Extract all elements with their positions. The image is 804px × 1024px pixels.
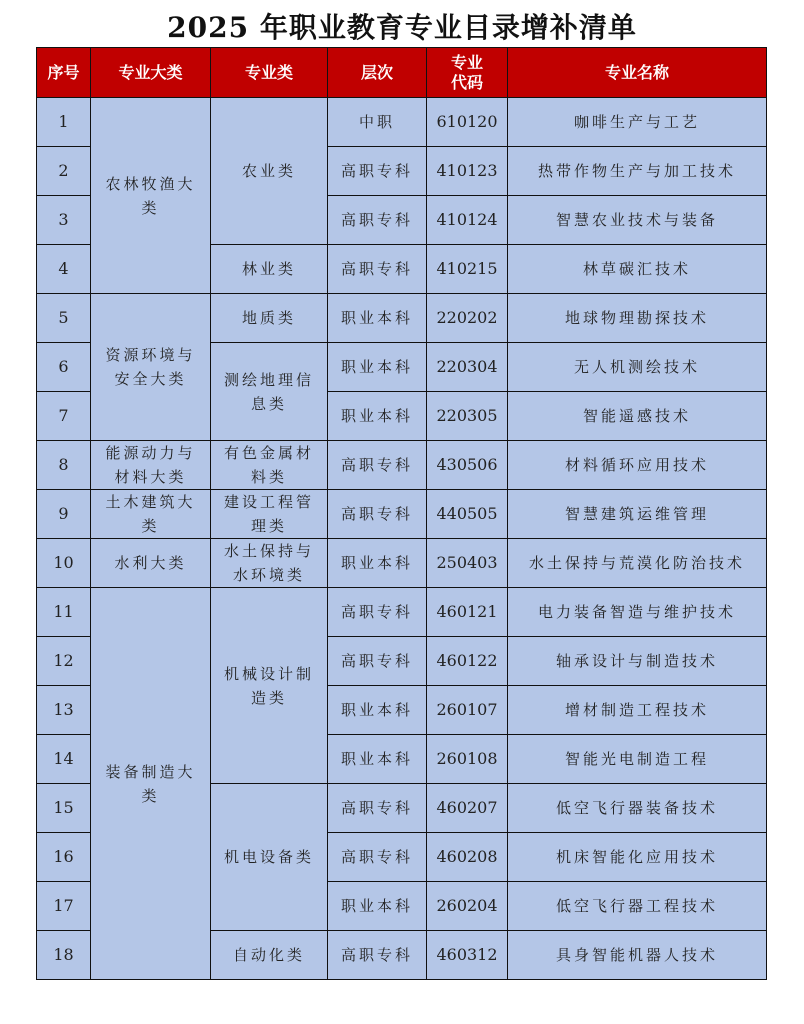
category-cell: 机电设备类: [211, 784, 328, 931]
level-cell: 高职专科: [328, 588, 427, 637]
table-header-row: [37, 48, 767, 98]
code-cell: 460207: [427, 784, 508, 833]
major-name-cell: 林草碳汇技术: [508, 245, 767, 294]
category-cell: 测绘地理信息类: [211, 343, 328, 441]
code-cell: 250403: [427, 539, 508, 588]
category-cell: 水土保持与水环境类: [211, 539, 328, 588]
level-cell: 高职专科: [328, 441, 427, 490]
code-cell: 220202: [427, 294, 508, 343]
major-name-cell: 咖啡生产与工艺: [508, 98, 767, 147]
major-name-cell: 材料循环应用技术: [508, 441, 767, 490]
row-number: 15: [37, 784, 91, 833]
major-name-cell: 具身智能机器人技术: [508, 931, 767, 980]
level-cell: 高职专科: [328, 833, 427, 882]
major-name-cell: 低空飞行器工程技术: [508, 882, 767, 931]
table-row: [37, 588, 767, 637]
code-cell: 220305: [427, 392, 508, 441]
major-group-cell: 资源环境与安全大类: [91, 294, 211, 441]
category-cell: 建设工程管理类: [211, 490, 328, 539]
row-number: 17: [37, 882, 91, 931]
major-name-cell: 智能光电制造工程: [508, 735, 767, 784]
major-list-table: [36, 47, 767, 980]
category-cell: 地质类: [211, 294, 328, 343]
row-number: 11: [37, 588, 91, 637]
header-category: 专业类: [211, 48, 328, 98]
code-cell: 610120: [427, 98, 508, 147]
level-cell: 高职专科: [328, 147, 427, 196]
level-cell: 职业本科: [328, 343, 427, 392]
category-cell: 有色金属材料类: [211, 441, 328, 490]
major-name-cell: 轴承设计与制造技术: [508, 637, 767, 686]
table-row: [37, 441, 767, 490]
row-number: 13: [37, 686, 91, 735]
header-no: 序号: [37, 48, 91, 98]
category-cell: 农业类: [211, 98, 328, 245]
row-number: 9: [37, 490, 91, 539]
row-number: 18: [37, 931, 91, 980]
header-code: 专业代码: [427, 48, 508, 98]
major-group-cell: 能源动力与材料大类: [91, 441, 211, 490]
level-cell: 职业本科: [328, 392, 427, 441]
code-cell: 410123: [427, 147, 508, 196]
level-cell: 高职专科: [328, 490, 427, 539]
row-number: 4: [37, 245, 91, 294]
level-cell: 职业本科: [328, 735, 427, 784]
major-group-cell: 土木建筑大类: [91, 490, 211, 539]
level-cell: 职业本科: [328, 294, 427, 343]
category-cell: 自动化类: [211, 931, 328, 980]
code-cell: 460208: [427, 833, 508, 882]
level-cell: 高职专科: [328, 784, 427, 833]
code-cell: 460122: [427, 637, 508, 686]
major-group-cell: 装备制造大类: [91, 588, 211, 980]
major-name-cell: 低空飞行器装备技术: [508, 784, 767, 833]
header-major-group: 专业大类: [91, 48, 211, 98]
header-name: 专业名称: [508, 48, 767, 98]
category-cell: 机械设计制造类: [211, 588, 328, 784]
level-cell: 职业本科: [328, 686, 427, 735]
code-cell: 430506: [427, 441, 508, 490]
code-cell: 260108: [427, 735, 508, 784]
major-name-cell: 机床智能化应用技术: [508, 833, 767, 882]
code-cell: 440505: [427, 490, 508, 539]
major-name-cell: 热带作物生产与加工技术: [508, 147, 767, 196]
major-name-cell: 智慧农业技术与装备: [508, 196, 767, 245]
major-name-cell: 水土保持与荒漠化防治技术: [508, 539, 767, 588]
row-number: 16: [37, 833, 91, 882]
major-group-cell: 水利大类: [91, 539, 211, 588]
level-cell: 高职专科: [328, 196, 427, 245]
row-number: 2: [37, 147, 91, 196]
table-row: [37, 490, 767, 539]
major-name-cell: 地球物理勘探技术: [508, 294, 767, 343]
row-number: 6: [37, 343, 91, 392]
header-level: 层次: [328, 48, 427, 98]
level-cell: 高职专科: [328, 931, 427, 980]
major-name-cell: 智能遥感技术: [508, 392, 767, 441]
row-number: 12: [37, 637, 91, 686]
row-number: 5: [37, 294, 91, 343]
code-cell: 410215: [427, 245, 508, 294]
row-number: 7: [37, 392, 91, 441]
level-cell: 职业本科: [328, 882, 427, 931]
code-cell: 220304: [427, 343, 508, 392]
category-cell: 林业类: [211, 245, 328, 294]
code-cell: 260204: [427, 882, 508, 931]
code-cell: 460121: [427, 588, 508, 637]
major-group-cell: 农林牧渔大类: [91, 98, 211, 294]
level-cell: 高职专科: [328, 637, 427, 686]
row-number: 1: [37, 98, 91, 147]
major-name-cell: 电力装备智造与维护技术: [508, 588, 767, 637]
row-number: 3: [37, 196, 91, 245]
row-number: 8: [37, 441, 91, 490]
level-cell: 高职专科: [328, 245, 427, 294]
level-cell: 中职: [328, 98, 427, 147]
major-name-cell: 无人机测绘技术: [508, 343, 767, 392]
level-cell: 职业本科: [328, 539, 427, 588]
code-cell: 410124: [427, 196, 508, 245]
row-number: 10: [37, 539, 91, 588]
code-cell: 460312: [427, 931, 508, 980]
major-name-cell: 智慧建筑运维管理: [508, 490, 767, 539]
row-number: 14: [37, 735, 91, 784]
table-row: [37, 539, 767, 588]
major-name-cell: 增材制造工程技术: [508, 686, 767, 735]
code-cell: 260107: [427, 686, 508, 735]
page-title: 2025 年职业教育专业目录增补清单: [167, 11, 637, 44]
table-row: [37, 294, 767, 343]
table-row: [37, 98, 767, 147]
